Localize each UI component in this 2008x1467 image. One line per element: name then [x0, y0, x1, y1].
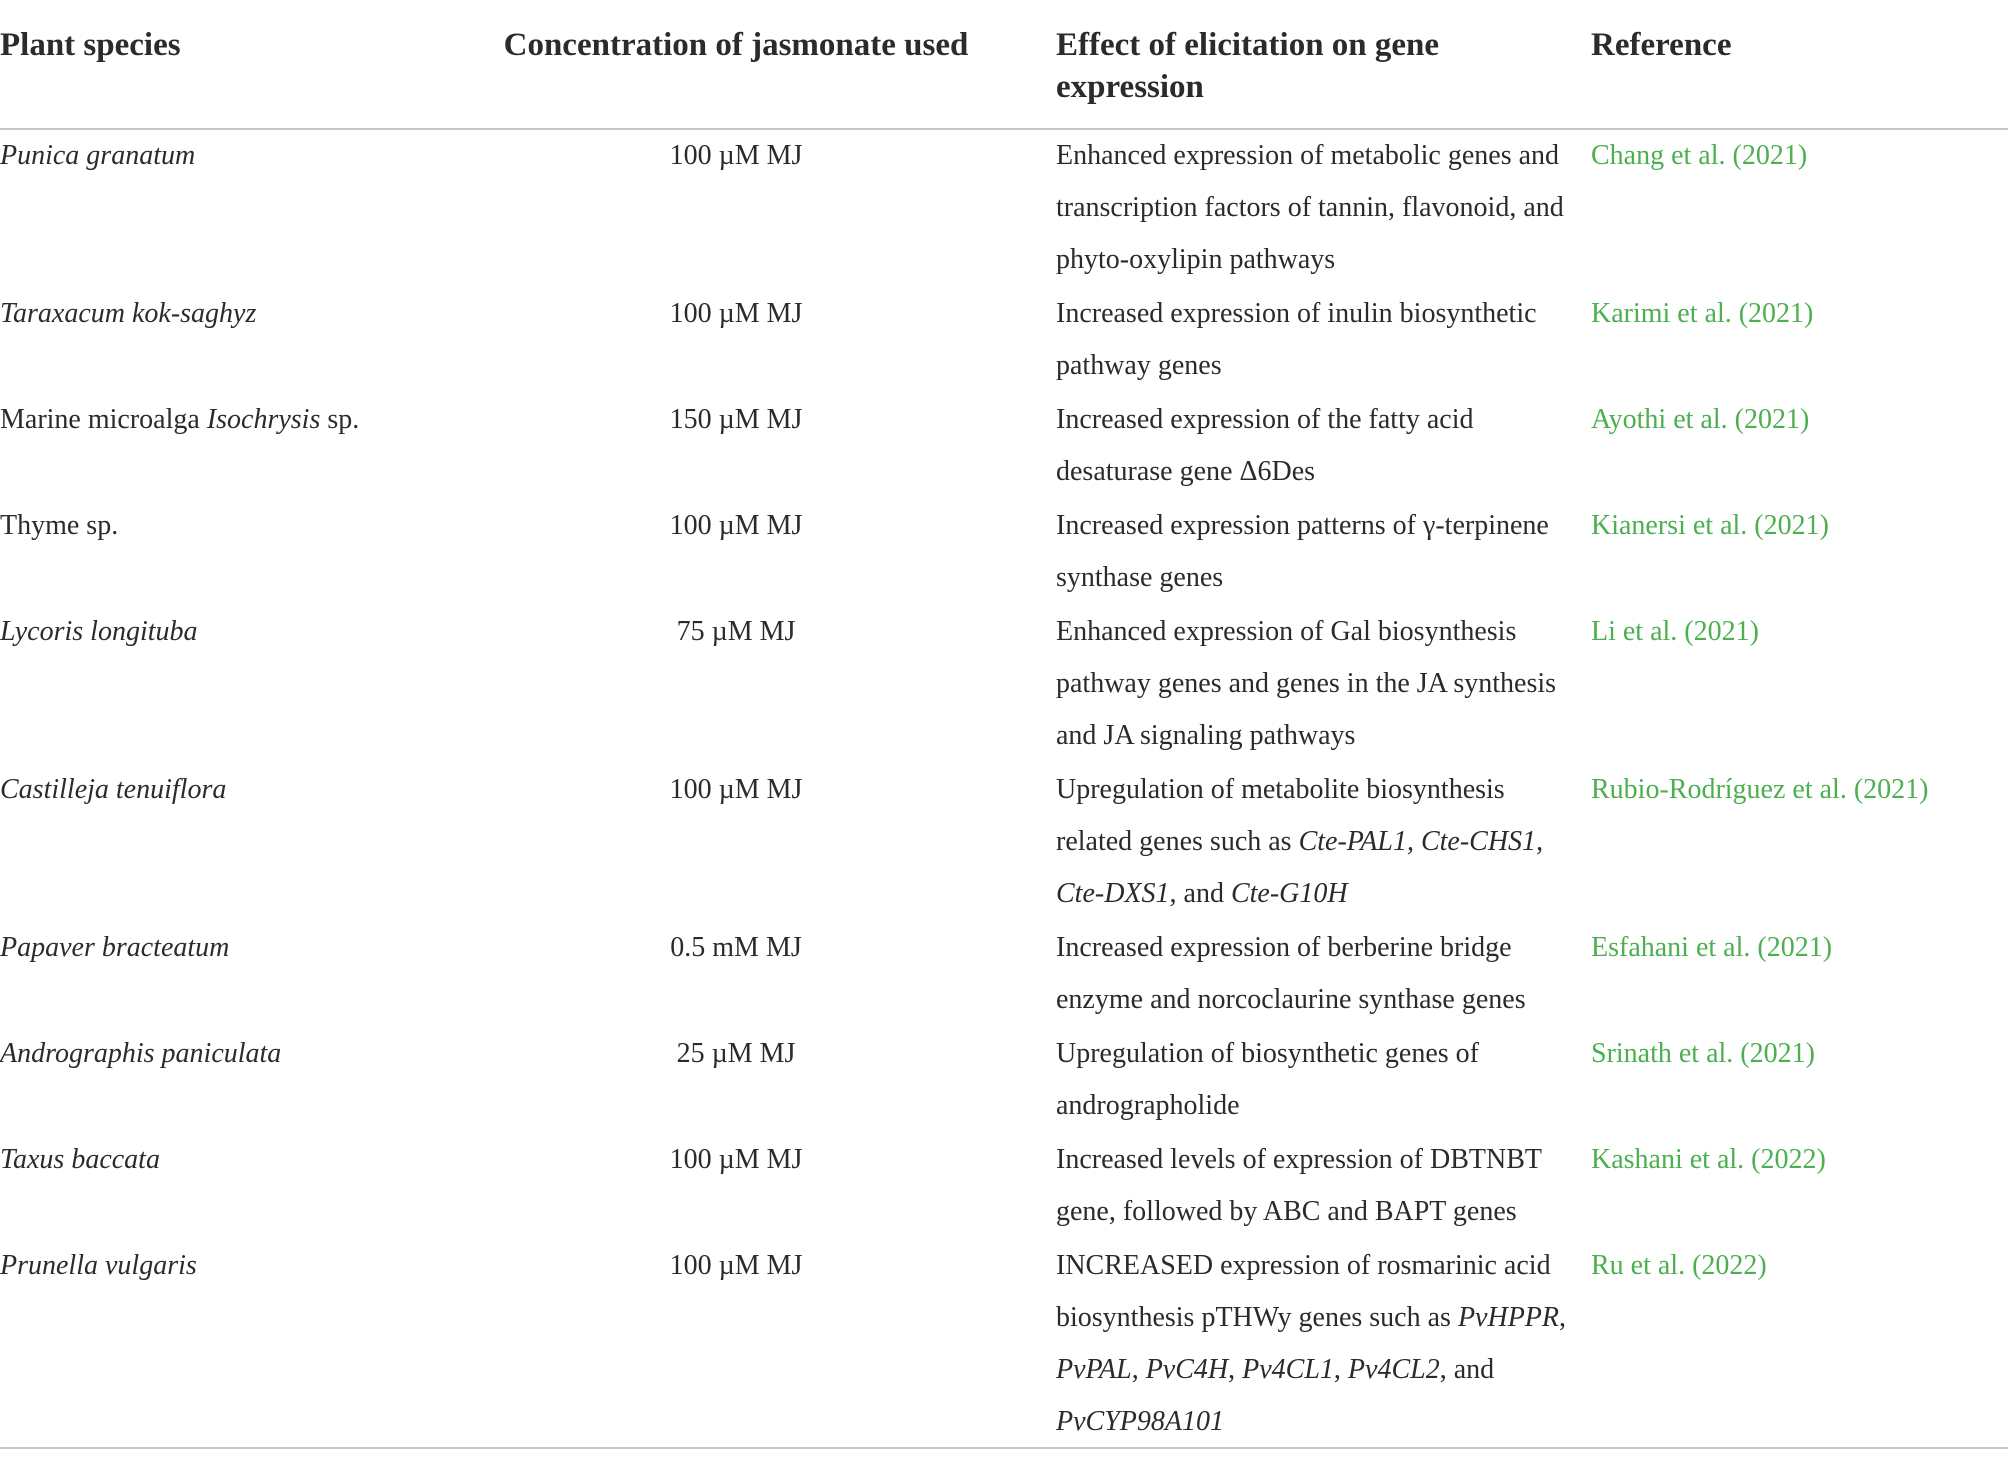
reference-link[interactable]: Kashani et al. (2022)	[1591, 1144, 1826, 1175]
cell-effect	[1056, 606, 1576, 762]
header-concentration: Concentration of jasmonate used	[503, 27, 969, 63]
effect-text: Increased expression of berberine bridge enzyme and norcoclaurine synthase genes	[1056, 932, 1526, 1015]
gene-name: Pv4CL2	[1347, 1354, 1440, 1385]
effect-text: Upregulation of biosynthetic genes of andrographolide	[1056, 1038, 1480, 1121]
reference-link[interactable]: Srinath et al. (2021)	[1591, 1038, 1815, 1069]
reference-link[interactable]: Karimi et al. (2021)	[1591, 298, 1814, 329]
effect-text: ,	[1131, 1354, 1146, 1385]
cell-concentration: 100 µM MJ	[669, 140, 803, 171]
reference-link[interactable]: Ayothi et al. (2021)	[1591, 404, 1810, 435]
gene-name: PvHPPR	[1457, 1302, 1559, 1333]
species-name: Castilleja tenuiflora	[0, 774, 227, 805]
gene-name: PvCYP98A101	[1056, 1406, 1224, 1437]
cell-effect	[1056, 922, 1576, 1026]
species-name: Isochrysis	[206, 404, 321, 435]
reference-link[interactable]: Esfahani et al. (2021)	[1591, 932, 1833, 963]
table-row	[0, 1240, 2008, 1450]
effect-text: Increased levels of expression of DBTNBT gene, followed by ABC and BAPT genes	[1056, 1144, 1542, 1227]
cell-effect	[1056, 288, 1576, 392]
effect-text: INCREASED expression of rosmarinic acid biosynthesis pTHWy genes such as	[1056, 1250, 1551, 1333]
cell-concentration: 100 µM MJ	[669, 510, 803, 541]
effect-text: Enhanced expression of metabolic genes and transcription factors of tannin, flavonoid, and phyto-oxylipin pathways	[1056, 140, 1564, 275]
table-row	[0, 394, 2008, 500]
effect-text: Increased expression of inulin biosynthetic pathway genes	[1056, 298, 1537, 381]
gene-name: Cte-DXS1,	[1056, 878, 1177, 909]
species-name: Taraxacum kok-saghyz	[0, 298, 257, 329]
cell-effect	[1056, 1134, 1576, 1238]
effect-text: ,	[1559, 1302, 1566, 1333]
gene-name: Cte-PAL1, Cte-CHS1	[1298, 826, 1537, 857]
reference-link[interactable]: Kianersi et al. (2021)	[1591, 510, 1829, 541]
header-plant-species: Plant species	[0, 27, 181, 63]
cell-concentration: 75 µM MJ	[676, 616, 796, 647]
cell-effect	[1056, 130, 1576, 286]
cell-effect	[1056, 500, 1576, 604]
table-row	[0, 288, 2008, 394]
table-row	[0, 130, 2008, 288]
cell-effect	[1056, 764, 1576, 920]
cell-concentration: 150 µM MJ	[669, 404, 803, 435]
table-row	[0, 500, 2008, 606]
species-text: Thyme sp.	[0, 510, 119, 541]
effect-text: and	[1176, 878, 1231, 909]
species-name: Papaver bracteatum	[0, 932, 230, 963]
species-text: Marine microalga	[0, 404, 207, 435]
gene-name: Pv4CL1	[1242, 1354, 1334, 1385]
species-name: Prunella vulgaris	[0, 1250, 197, 1281]
species-name: Lycoris longituba	[0, 616, 198, 647]
reference-link[interactable]: Ru et al. (2022)	[1591, 1250, 1767, 1281]
effect-text: Increased expression of the fatty acid desaturase gene Δ6Des	[1056, 404, 1474, 487]
header-effect: Effect of elicitation on gene expression	[1056, 27, 1440, 105]
species-suffix: sp.	[320, 404, 360, 435]
table-header	[0, 0, 2008, 130]
cell-concentration: 0.5 mM MJ	[670, 932, 802, 963]
effect-text: ,	[1333, 1354, 1348, 1385]
cell-effect	[1056, 1028, 1576, 1132]
species-name: Taxus baccata	[0, 1144, 160, 1175]
reference-link[interactable]: Li et al. (2021)	[1591, 616, 1759, 647]
header-reference: Reference	[1591, 27, 1732, 63]
species-name: Andrographis paniculata	[0, 1038, 282, 1069]
effect-text: ,	[1536, 826, 1544, 857]
species-name: Punica granatum	[0, 140, 196, 171]
cell-concentration: 100 µM MJ	[669, 1250, 803, 1281]
table-row	[0, 1134, 2008, 1240]
effect-text: Enhanced expression of Gal biosynthesis pathway genes and genes in the JA synthesis and JA signaling pathways	[1056, 616, 1557, 751]
cell-concentration: 25 µM MJ	[676, 1038, 796, 1069]
gene-name: PvC4H	[1145, 1354, 1229, 1385]
cell-effect	[1056, 394, 1576, 498]
table-row	[0, 764, 2008, 922]
cell-effect	[1056, 1240, 1576, 1448]
effect-text: Increased expression patterns of γ-terpinene synthase genes	[1056, 510, 1549, 593]
cell-concentration: 100 µM MJ	[669, 1144, 803, 1175]
gene-name: PvPAL	[1056, 1354, 1132, 1385]
table-row	[0, 1028, 2008, 1134]
table-bottom-rule	[0, 1447, 2008, 1449]
cell-concentration: 100 µM MJ	[669, 774, 803, 805]
gene-name: Cte-G10H	[1230, 878, 1348, 909]
reference-link[interactable]: Chang et al. (2021)	[1591, 140, 1808, 171]
table-body	[0, 130, 2008, 1450]
effect-text: ,	[1228, 1354, 1243, 1385]
cell-concentration: 100 µM MJ	[669, 298, 803, 329]
table-row	[0, 922, 2008, 1028]
effect-text: , and	[1439, 1354, 1495, 1385]
effect-text: Upregulation of metabolite biosynthesis related genes such as	[1056, 774, 1505, 857]
reference-link[interactable]: Rubio-Rodríguez et al. (2021)	[1591, 774, 1929, 805]
table-row	[0, 606, 2008, 764]
